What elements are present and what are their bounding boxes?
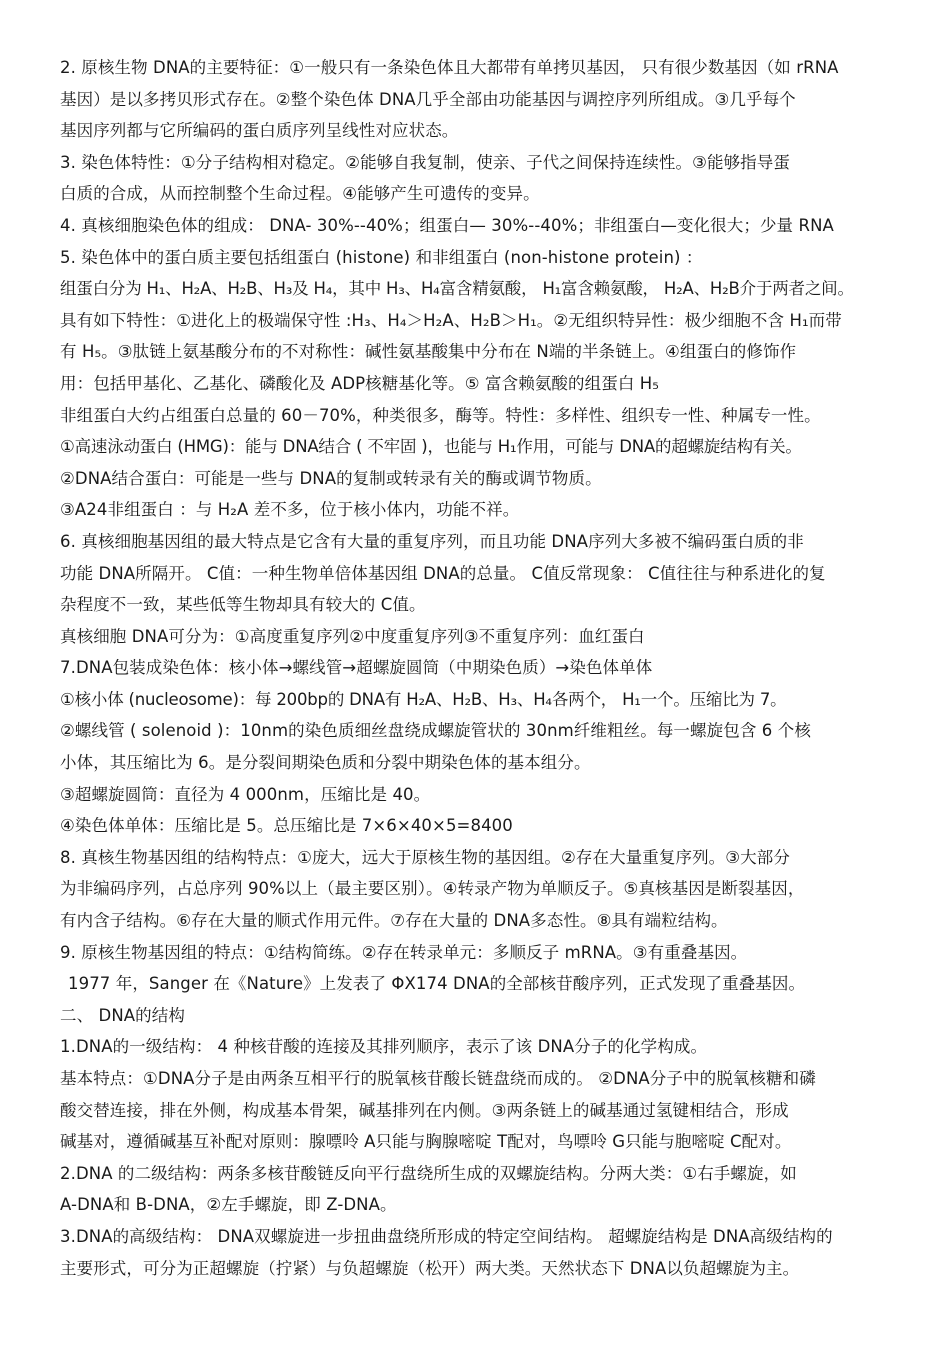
- text-line: 基因序列都与它所编码的蛋白质序列呈线性对应状态。: [60, 121, 459, 141]
- text-line: 主要形式，可分为正超螺旋（拧紧）与负超螺旋（松开）两大类。天然状态下 DNA以负超螺旋为主。: [60, 1258, 800, 1278]
- text-line: 7.DNA包装成染色体：核小体→螺线管→超螺旋圆筒（中期染色质）→染色体单体: [60, 658, 653, 678]
- text-line: ③超螺旋圆筒：直径为 4 000nm，压缩比是 40。: [60, 784, 431, 804]
- text-line: 3. 染色体特性：①分子结构相对稳定。②能够自我复制，使亲、子代之间保持连续性。③能够指导蛋: [60, 152, 790, 172]
- text-line: ②DNA结合蛋白：可能是一些与 DNA的复制或转录有关的酶或调节物质。: [60, 468, 602, 488]
- text-line: 真核细胞 DNA可分为：①高度重复序列②中度重复序列③不重复序列：血红蛋白: [60, 626, 645, 646]
- text-line: 1977 年，Sanger 在《Nature》上发表了 ΦX174 DNA的全部核苷酸序列，正式发现了重叠基因。: [68, 974, 806, 994]
- text-line: 小体，其压缩比为 6。是分裂间期染色质和分裂中期染色体的基本组分。: [60, 753, 591, 773]
- text-line: 5. 染色体中的蛋白质主要包括组蛋白 (histone) 和非组蛋白 (non-histone protein) ：: [60, 247, 703, 267]
- text-line: 1.DNA的一级结构： 4 种核苷酸的连接及其排列顺序，表示了该 DNA分子的化学构成。: [60, 1037, 708, 1057]
- text-line: A-DNA和 B-DNA，②左手螺旋，即 Z-DNA。: [60, 1195, 397, 1215]
- text-line: 9. 原核生物基因组的特点：①结构简练。②存在转录单元：多顺反子 mRNA。③有重叠基因。: [60, 942, 748, 962]
- text-line: ①高速泳动蛋白 (HMG)：能与 DNA结合 ( 不牢固 )，也能与 H₁作用，可能与 DNA的超螺旋结构有关。: [60, 437, 802, 457]
- text-line: ②螺线管 ( solenoid )：10nm的染色质细丝盘绕成螺旋管状的 30nm纤维粗丝。每一螺旋包含 6 个核: [60, 721, 811, 741]
- text-line: 白质的合成，从而控制整个生命过程。④能够产生可遗传的变异。: [60, 184, 540, 204]
- text-line: 6. 真核细胞基因组的最大特点是它含有大量的重复序列，而且功能 DNA序列大多被不编码蛋白质的非: [60, 531, 804, 551]
- text-line: 酸交替连接，排在外侧，构成基本骨架，碱基排列在内侧。③两条链上的碱基通过氢键相结合，形成: [60, 1100, 789, 1120]
- text-line: 功能 DNA所隔开。 C值：一种生物单倍体基因组 DNA的总量。 C值反常现象： C值往往与种系进化的复: [60, 563, 826, 583]
- text-line: ①核小体 (nucleosome)：每 200bp的 DNA有 H₂A、H₂B、H₃、H₄各两个， H₁一个。压缩比为 7。: [60, 689, 787, 709]
- text-line: 基因）是以多拷贝形式存在。②整个染色体 DNA几乎全部由功能基因与调控序列所组成。③几乎每个: [60, 89, 796, 109]
- text-line: 2.DNA 的二级结构：两条多核苷酸链反向平行盘绕所生成的双螺旋结构。分两大类：①右手螺旋，如: [60, 1163, 797, 1183]
- text-line: 2. 原核生物 DNA的主要特征：①一般只有一条染色体且大都带有单拷贝基因， 只有很少数基因（如 rRNA: [60, 58, 839, 77]
- section-heading: 二、 DNA的结构: [60, 1005, 185, 1025]
- text-line: 4. 真核细胞染色体的组成： DNA- 30%--40%；组蛋白— 30%--40%；非组蛋白—变化很大；少量 RNA: [60, 215, 834, 235]
- text-line: 用：包括甲基化、乙基化、磷酸化及 ADP核糖基化等。⑤ 富含赖氨酸的组蛋白 H₅: [60, 373, 659, 393]
- text-line: 组蛋白分为 H₁、H₂A、H₂B、H₃及 H₄，其中 H₃、H₄富含精氨酸， H₁富含赖氨酸， H₂A、H₂B介于两者之间。: [60, 279, 854, 299]
- text-line: ③A24非组蛋白 ：与 H₂A 差不多，位于核小体内，功能不祥。: [60, 500, 520, 520]
- text-line: 有 H₅。③肽链上氨基酸分布的不对称性：碱性氨基酸集中分布在 N端的半条链上。④组蛋白的修饰作: [60, 342, 797, 362]
- text-line: ④染色体单体：压缩比是 5。总压缩比是 7×6×40×5=8400: [60, 816, 513, 836]
- text-line: 非组蛋白大约占组蛋白总量的 60－70%，种类很多，酶等。特性：多样性、组织专一性、种属专一性。: [60, 405, 821, 425]
- text-line: 具有如下特性：①进化上的极端保守性 :H₃、H₄＞H₂A、H₂B＞H₁。②无组织特异性：极少细胞不含 H₁而带: [60, 310, 842, 330]
- text-line: 有内含子结构。⑥存在大量的顺式作用元件。⑦存在大量的 DNA多态性。⑧具有端粒结构。: [60, 911, 728, 931]
- text-line: 杂程度不一致，某些低等生物却具有较大的 C值。: [60, 595, 426, 615]
- document-body: [60, 52, 912, 1284]
- text-line: 碱基对，遵循碱基互补配对原则：腺嘌呤 A只能与胸腺嘧啶 T配对，鸟嘌呤 G只能与胞嘧啶 C配对。: [60, 1132, 792, 1152]
- text-line: 基本特点：①DNA分子是由两条互相平行的脱氧核苷酸长链盘绕而成的。 ②DNA分子中的脱氧核糖和磷: [60, 1069, 816, 1088]
- text-line: 3.DNA的高级结构： DNA双螺旋进一步扭曲盘绕所形成的特定空间结构。 超螺旋结构是 DNA高级结构的: [60, 1226, 833, 1246]
- text-line: 为非编码序列，占总序列 90%以上（最主要区别）。④转录产物为单顺反子。⑤真核基因是断裂基因，: [60, 879, 805, 899]
- text-line: 8. 真核生物基因组的结构特点：①庞大，远大于原核生物的基因组。②存在大量重复序列。③大部分: [60, 847, 790, 867]
